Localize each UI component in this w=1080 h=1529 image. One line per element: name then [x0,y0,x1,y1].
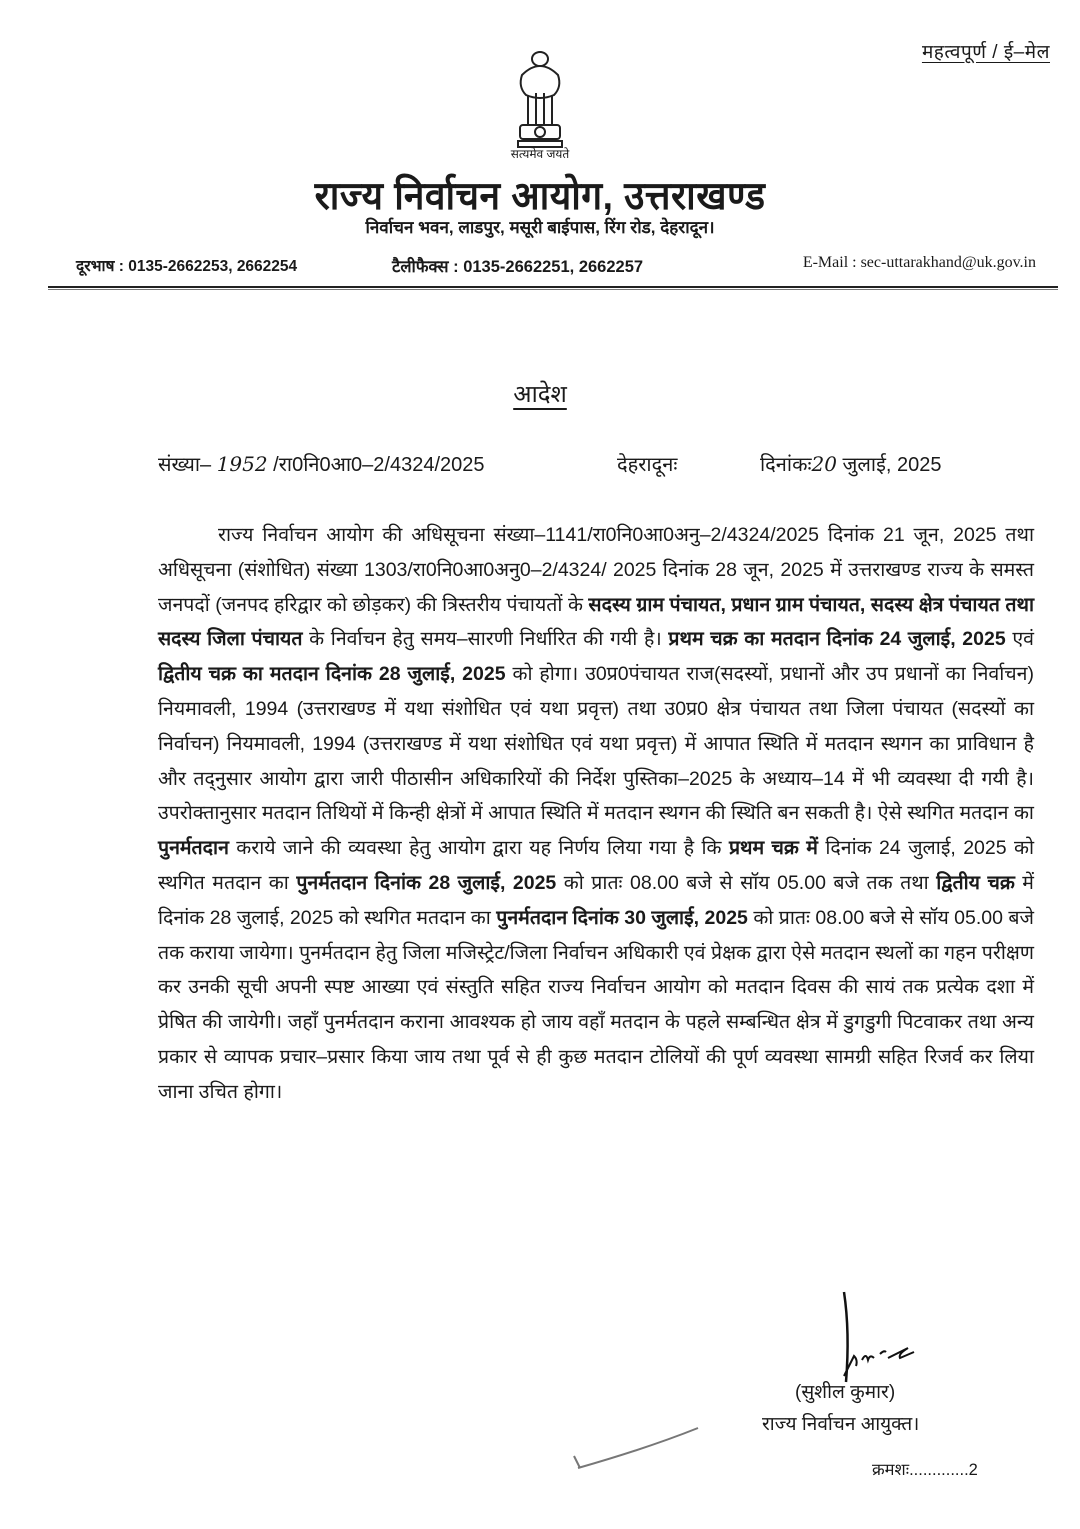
body-text: के निर्वाचन हेतु समय–सारणी निर्धारित की गयी है। [302,628,669,651]
body-bold-text: पुनर्मतदान दिनांक 28 जुलाई, 2025 [296,871,557,894]
header-divider [48,286,1058,288]
priority-email-tag: महत्वपूर्ण / ई–मेल [921,42,1050,63]
order-body [158,518,1034,1110]
body-bold-text: द्वितीय चक्र [936,871,1015,894]
motto: सत्यमेव जयते [510,147,570,161]
body-text: को प्रातः 08.00 बजे से सॉय 05.00 बजे तक कराया जायेगा। पुनर्मतदान हेतु जिला मजिस्ट्रेट/जिला निर्वाचन अधिकारी एवं प्रेक्षक द्वारा ऐसे मतदान स्थलों का गहन परीक्षण कर उनकी सूची अपनी स्पष्ट आख्या एवं संस्तुति सहित राज्य निर्वाचन आयोग को मतदान दिवस की सायं तक प्रत्येक दशा में प्रेषित की जायेगी। जहॉं पुनर्मतदान कराना आवश्यक हो जाय वहॉं मतदान के पहले सम्बन्धित क्षेत्र में डुगडुगी पिटवाकर तथा अन्य प्रकार से व्यापक प्रचार–प्रसार किया जाय तथा पूर्व से ही कुछ मतदान टोलियों की पूर्ण व्यवस्था सामग्री सहित रिजर्व कर लिया जाना उचित होगा। [158,906,1035,1103]
signatory-designation: राज्य निर्वाचन आयुक्त। [762,1414,920,1435]
date-suffix: जुलाई, 2025 [836,454,942,476]
continued-page-indicator: क्रमशः.............2 [872,1461,978,1479]
fax-numbers: टैलीफैक्स : 0135-2662251, 2662257 [392,258,644,276]
national-emblem-icon [500,45,580,155]
body-bold-text: प्रथम चक्र में [728,837,818,860]
reference-suffix: /रा0नि0आ0–2/4324/2025 [267,454,485,476]
body-text: एवं [1005,628,1034,651]
body-text: कराये जाने की व्यवस्था हेतु आयोग द्वारा यह निर्णय लिया गया है कि [228,837,729,860]
phone-numbers: दूरभाष : 0135-2662253, 2662254 [76,258,298,275]
tick-mark-icon [560,1420,720,1480]
date-prefix: दिनांकः [760,454,812,476]
handwritten-number: 1952 [216,452,268,476]
handwritten-date: 20 [811,452,837,476]
body-text: दिनांक 24 जुलाई, 2025 को स्थगित मतदान का [158,837,1035,894]
order-title: आदेश [513,381,567,408]
organization-address: निर्वाचन भवन, लाडपुर, मसूरी बाईपास, रिंग रोड, देहरादून। [365,218,715,237]
signatory-name: (सुशील कुमार) [795,1382,896,1403]
body-bold-text: पुनर्मतदान दिनांक 30 जुलाई, 2025 [496,906,748,929]
body-text: में दिनांक 28 जुलाई, 2025 को स्थगित मतदान का [158,871,1034,929]
order-reference-number [158,450,485,477]
body-bold-text: पुनर्मतदान [158,837,229,860]
organization-name: राज्य निर्वाचन आयोग, उत्तराखण्ड [314,175,766,218]
body-bold-text: सदस्य ग्राम पंचायत, प्रधान ग्राम पंचायत, सदस्य क्षेत्र पंचायत तथा सदस्य जिला पंचायत [158,593,1034,651]
header-divider-shadow [48,289,1058,290]
order-date [760,450,942,477]
body-bold-text: प्रथम चक्र का मतदान दिनांक 24 जुलाई, 2025 [668,628,1006,651]
body-text: को होगा। उ0प्र0पंचायत राज(सदस्यों, प्रधानों और उप प्रधानों का निर्वाचन) नियमावली, 1994 (उत्तराखण्ड में यथा संशोधित एवं यथा प्रवृत्त) तथा उ0प्र0 क्षेत्र पंचायत तथा जिला पंचायत (सदस्यों का निर्वाचन) नियमावली, 1994 (उत्तराखण्ड में यथा संशोधित एवं यथा प्रवृत्त) में आपात स्थिति में मतदान स्थगन का प्राविधान है और तद्नुसार आयोग द्वारा जारी पीठासीन अधिकारियों की निर्देश पुस्तिका–2025 के अध्याय–14 में भी व्यवस्था दी गयी है। उपरोक्तानुसार मतदान तिथियों में किन्ही क्षेत्रों में आपात स्थिति में मतदान स्थगन की स्थिति बन सकती है। ऐसे स्थगित मतदान का [158,663,1035,825]
reference-prefix: संख्या– [158,454,217,476]
email-address[interactable]: E-Mail : sec-uttarakhand@uk.gov.in [802,254,1036,271]
body-text: को प्रातः 08.00 बजे से सॉय 05.00 बजे तक तथा [556,871,937,894]
order-city: देहरादूनः [617,454,678,476]
signature-icon [800,1290,1000,1390]
body-bold-text: द्वितीय चक्र का मतदान दिनांक 28 जुलाई, 2025 [158,663,506,686]
body-text: राज्य निर्वाचन आयोग की अधिसूचना संख्या–1141/रा0नि0आ0अनु–2/4324/2025 दिनांक 21 जून, 2025 तथा अधिसूचना (संशोधित) संख्या 1303/रा0नि0आ0अनु0–2/4324/ 2025 दिनांक 28 जून, 2025 में उत्तराखण्ड राज्य के समस्त जनपदों (जनपद हरिद्वार को छोड़कर) की त्रिस्तरीय पंचायतों के [158,524,1034,616]
